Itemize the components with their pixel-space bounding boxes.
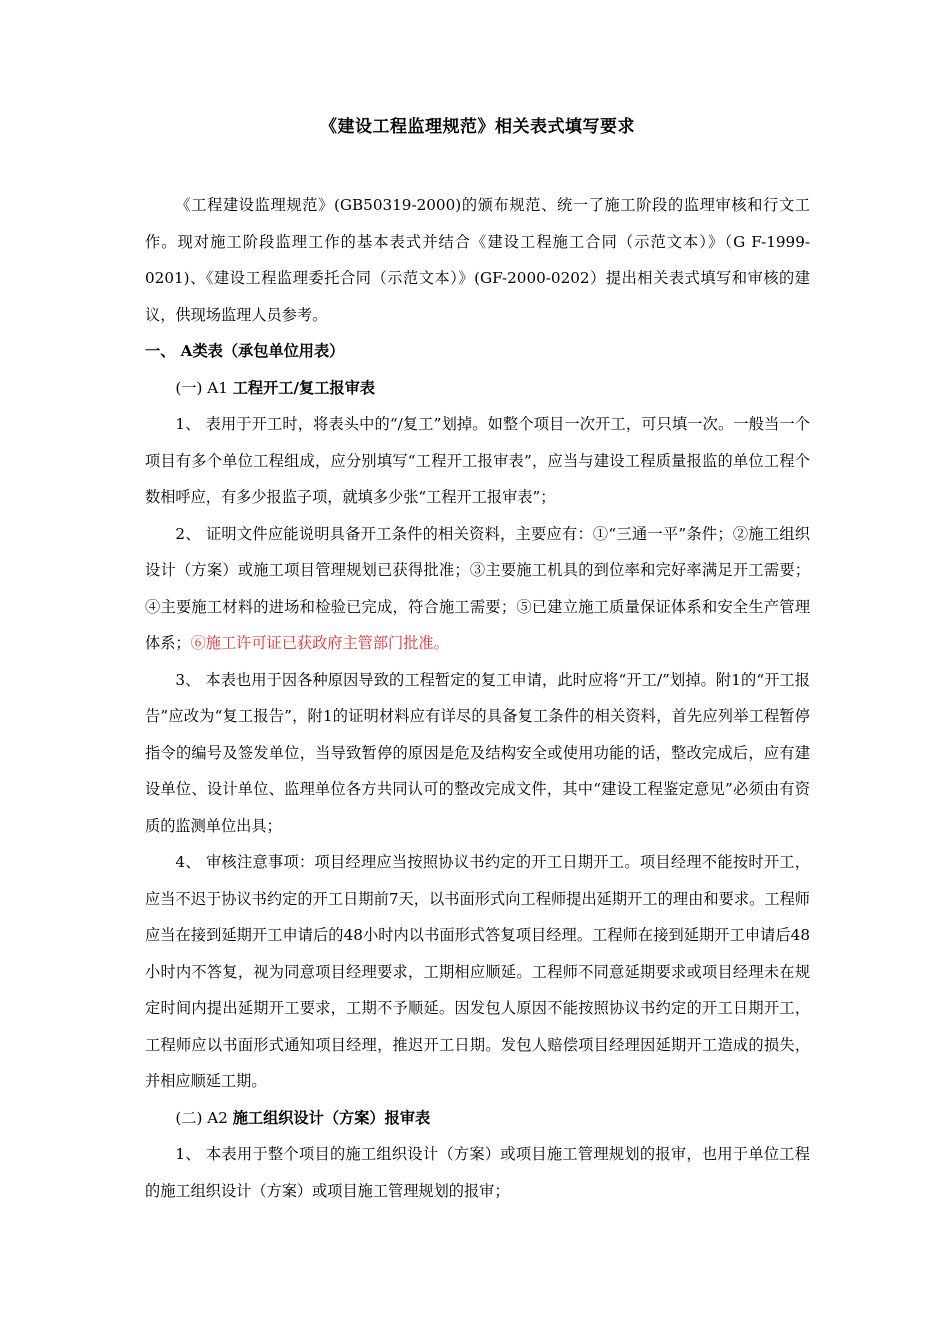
a2-title: 施工组织设计（方案）报审表	[232, 1108, 431, 1127]
a1-prefix: (一) A1	[175, 378, 233, 397]
document-page	[145, 115, 810, 1209]
a2-item-1: 1、 本表用于整个项目的施工组织设计（方案）或项目施工管理规划的报审，也用于单位工程的施工组织设计（方案）或项目施工管理规划的报审；	[145, 1145, 810, 1200]
a1-title: 工程开工/复工报审表	[232, 378, 375, 397]
a1-item-2-text: 2、 证明文件应能说明具备开工条件的相关资料，主要应有：①“三通一平”条件；②施工组织设计（方案）或施工项目管理规划已获得批准；③主要施工机具的到位率和完好率满足开工需要；④主要施工材料的进场和检验已完成，符合施工需要；⑤已建立施工质量保证体系和安全生产管理体系；	[145, 524, 810, 652]
a1-item-2	[145, 516, 810, 662]
document-title: 《建设工程监理规范》相关表式填写要求	[320, 117, 635, 137]
a2-subheading	[145, 1100, 810, 1137]
section-a-heading: 一、 A类表（承包单位用表）	[145, 342, 345, 360]
a1-item-2-highlight: ⑥施工许可证已获政府主管部门批准。	[190, 634, 449, 652]
a1-item-3: 3、 本表也用于因各种原因导致的工程暂定的复工申请，此时应将“开工/”划掉。附1的“开工报告”应改为“复工报告”，附1的证明材料应有详尽的具备复工条件的相关资料，首先应列举工程暂停指令的编号及签发单位，当导致暂停的原因是危及结构安全或使用功能的话，整改完成后，应有建设单位、设计单位、监理单位各方共同认可的整改完成文件，其中“建设工程鉴定意见”必须由有资质的监测单位出具；	[145, 670, 810, 835]
a1-item-1: 1、 表用于开工时，将表头中的“/复工”划掉。如整个项目一次开工，可只填一次。一般当一个项目有多个单位工程组成，应分别填写“工程开工报审表”，应当与建设工程质量报监的单位工程个数相呼应，有多少报监子项，就填多少张“工程开工报审表”；	[145, 415, 810, 506]
intro-paragraph: 《工程建设监理规范》(GB50319-2000)的颁布规范、统一了施工阶段的监理审核和行文工作。现对施工阶段监理工作的基本表式并结合《建设工程施工合同（示范文本）》（G F-1999-0201)、《建设工程监理委托合同（示范文本）》(GF-2000-0202）提出相关表式填写和审核的建议，供现场监理人员参考。	[145, 196, 810, 324]
a1-subheading	[145, 370, 810, 407]
a1-item-4: 4、 审核注意事项：项目经理应当按照协议书约定的开工日期开工。项目经理不能按时开工， 应当不迟于协议书约定的开工日期前7天，以书面形式向工程师提出延期开工的理由和要求。工程师应当在接到延期开工申请后的48小时内以书面形式答复项目经理。工程师在接到延期开工申请后48小时内不答复，视为同意项目经理要求，工期相应顺延。工程师不同意延期要求或项目经理未在规定时间内提出延期开工要求，工期不予顺延。因发包人原因不能按照协议书约定的开工日期开工，工程师应以书面形式通知项目经理，推迟开工日期。发包人赔偿项目经理因延期开工造成的损失，并相应顺延工期。	[145, 853, 810, 1090]
a2-prefix: (二) A2	[175, 1108, 233, 1127]
